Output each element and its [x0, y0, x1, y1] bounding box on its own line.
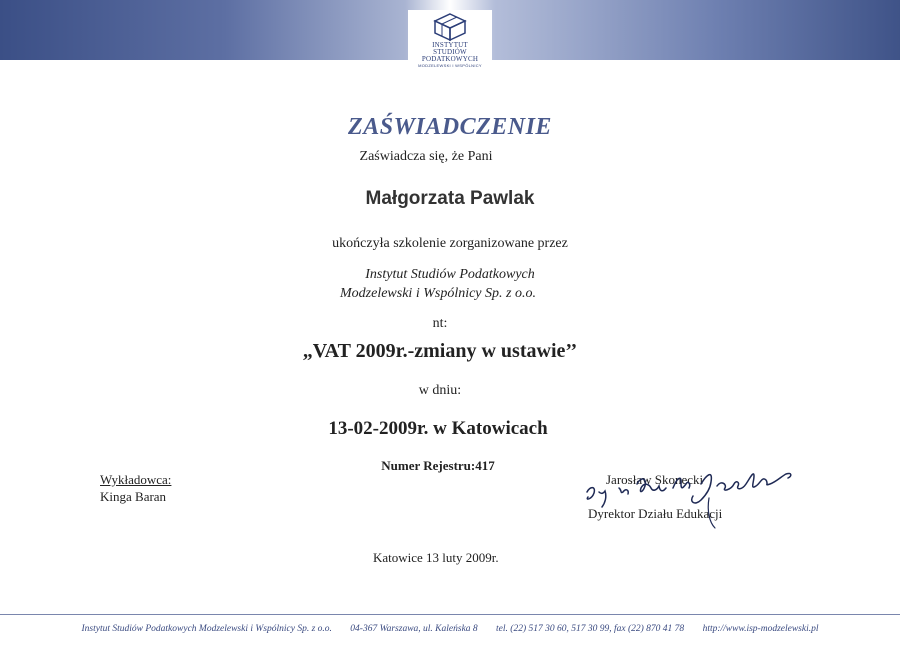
- completion-text: ukończyła szkolenie zorganizowane przez: [332, 236, 568, 251]
- lecturer-label: Wykładowca:: [100, 472, 172, 487]
- institution-line-2: Modzelewski i Wspólnicy Sp. z o.o.: [340, 286, 536, 301]
- date-prefix: w dniu:: [418, 383, 462, 398]
- footer-divider: [0, 614, 900, 615]
- logo-line-4: MODZELEWSKI I WSPÓLNICY: [418, 63, 482, 68]
- register-number: Numer Rejestru:417: [381, 458, 495, 473]
- signer-role: Dyrektor Działu Edukacji: [588, 506, 723, 521]
- institution-line-1: Instytut Studiów Podatkowych: [365, 267, 535, 282]
- footer-website: http://www.isp-modzelewski.pl: [702, 624, 819, 634]
- recipient-name: Małgorzata Pawlak: [365, 188, 535, 209]
- cube-icon: [433, 12, 467, 42]
- institute-logo: [408, 10, 492, 80]
- footer: [0, 624, 900, 634]
- footer-company: Instytut Studiów Podatkowych Modzelewski i Wspólnicy Sp. z o.o.: [81, 624, 332, 634]
- footer-address: 04-367 Warszawa, ul. Kaleńska 8: [350, 624, 478, 634]
- handwritten-signature: [575, 458, 825, 543]
- topic-prefix: nt:: [432, 316, 448, 331]
- logo-line-3: PODATKOWYCH: [421, 55, 479, 63]
- logo-line-1: INSTYTUT: [432, 41, 468, 49]
- training-topic: „VAT 2009r.-zmiany w ustawie’’: [302, 340, 578, 362]
- intro-text: Zaświadcza się, że Pani: [359, 149, 493, 164]
- logo-line-2: STUDIÓW: [433, 48, 467, 56]
- issue-place-date: Katowice 13 luty 2009r.: [373, 550, 499, 565]
- signer-name: Jarosław Skonecki: [606, 472, 704, 487]
- lecturer-name: Kinga Baran: [100, 489, 167, 504]
- footer-phones: tel. (22) 517 30 60, 517 30 99, fax (22) 870 41 78: [496, 624, 685, 634]
- certificate-title: ZAŚWIADCZENIE: [348, 114, 552, 140]
- training-date-place: 13-02-2009r. w Katowicach: [328, 418, 548, 439]
